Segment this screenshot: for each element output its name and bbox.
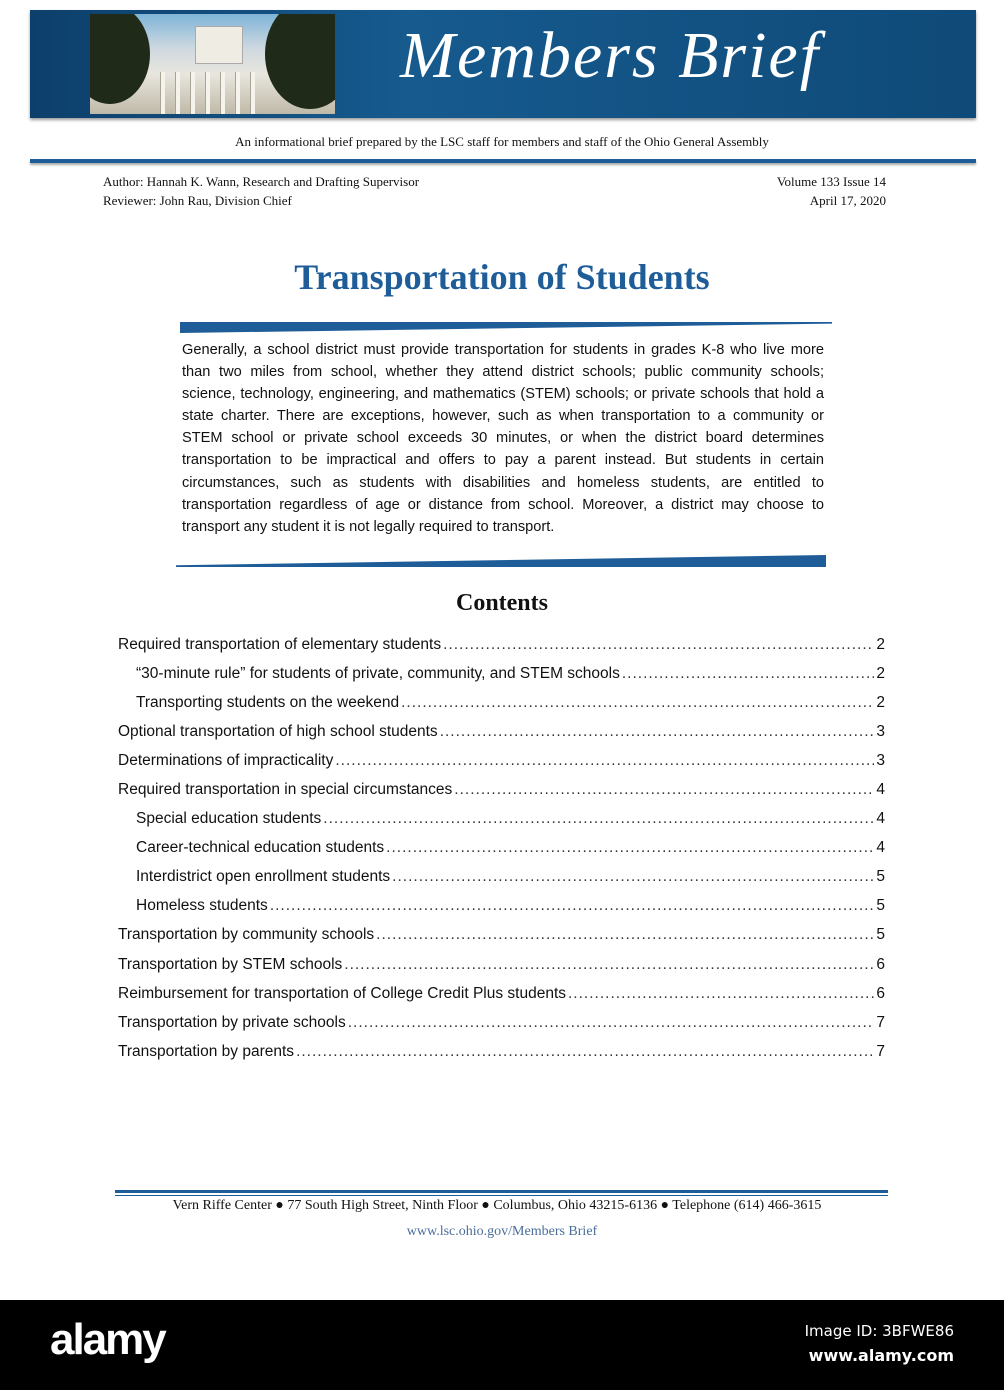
toc-entry[interactable] [118, 746, 885, 775]
toc-entry[interactable] [118, 717, 885, 746]
alamy-logo: alamy [50, 1315, 165, 1364]
author: Author: Hannah K. Wann, Research and Drafting Supervisor [103, 174, 420, 189]
toc-leader [568, 985, 874, 1003]
toc-entry[interactable] [118, 1008, 885, 1037]
toc-page: 5 [876, 897, 885, 915]
toc-entry[interactable] [118, 805, 885, 834]
masthead-title: Members Brief [400, 19, 821, 92]
reviewer: Reviewer: John Rau, Division Chief [103, 193, 292, 208]
statehouse-photo [90, 14, 335, 114]
toc-label: Required transportation of elementary students [118, 635, 442, 653]
toc-entry[interactable] [118, 688, 885, 717]
toc-label: Transportation by STEM schools [118, 955, 343, 973]
toc-entry[interactable] [118, 775, 885, 804]
toc-page: 2 [876, 693, 885, 711]
toc-entry[interactable] [118, 950, 885, 979]
toc-page: 7 [876, 1042, 885, 1060]
toc-page: 3 [876, 751, 885, 769]
toc-entry[interactable] [118, 659, 885, 688]
summary-top-bar [180, 322, 832, 333]
toc-label: Career-technical education students [136, 839, 385, 857]
footer-divider [115, 1190, 888, 1196]
issue-info [777, 172, 886, 210]
toc-leader [376, 926, 874, 944]
toc-page: 4 [876, 810, 885, 828]
toc-leader [392, 868, 874, 886]
toc-page: 6 [876, 984, 885, 1002]
toc-label: Special education students [136, 810, 322, 828]
toc-leader [335, 752, 874, 770]
toc-label: Interdistrict open enrollment students [136, 868, 391, 886]
toc-leader [454, 781, 874, 799]
toc-label: Transporting students on the weekend [136, 693, 400, 711]
tagline: An informational brief prepared by the LSC staff for members and staff of the Ohio General Assembly [235, 134, 769, 149]
toc-entry[interactable] [118, 921, 885, 950]
toc-page: 2 [876, 664, 885, 682]
contents-heading: Contents [455, 590, 548, 616]
toc-leader [440, 723, 875, 741]
toc-label: Reimbursement for transportation of College Credit Plus students [118, 984, 566, 1002]
toc-leader [344, 956, 874, 974]
toc-leader [348, 1014, 875, 1032]
toc-leader [401, 694, 874, 712]
toc-entry[interactable] [118, 1037, 885, 1066]
toc-entry[interactable] [118, 979, 885, 1008]
toc-page: 5 [876, 868, 885, 886]
toc-page: 3 [876, 722, 885, 740]
toc-page: 7 [876, 1013, 885, 1031]
masthead-banner [30, 10, 976, 118]
toc-entry[interactable] [118, 630, 885, 659]
footer-address: Vern Riffe Center ● 77 South High Street, Ninth Floor ● Columbus, Ohio 43215-6136 ● Telephone (614) 466-3615 [172, 1198, 822, 1213]
document-title: Transportation of Students [294, 257, 710, 297]
toc-entry[interactable] [118, 834, 885, 863]
image-id: Image ID: 3BFWE86 [804, 1322, 954, 1340]
toc-label: Transportation by community schools [118, 926, 375, 944]
toc-label: Optional transportation of high school students [118, 722, 438, 740]
footer-url[interactable]: www.lsc.ohio.gov/Members Brief [406, 1224, 598, 1239]
toc-page: 5 [876, 926, 885, 944]
toc-leader [323, 810, 874, 828]
summary-text: Generally, a school district must provide transportation for students in grades K-8 who live more than two miles from school, whether they attend district schools; public community schools; science, technology, engineering, and mathematics (STEM) schools; or private schools that hold a state charter. There are exceptions, however, such as when transportation to a community or STEM school or private school exceeds 30 minutes, or when the district board determines transportation to be impractical and offers to pay a parent instead. But students in certain circumstances, such as students with disabilities and homeless students, are entitled to transportation regardless of age or distance from school. Moreover, a district may choose to transport any student it is not legally required to transport. [182, 342, 824, 535]
toc-page: 4 [876, 781, 885, 799]
volume: Volume 133 Issue 14 [776, 174, 886, 189]
toc-leader [296, 1043, 874, 1061]
watermark-url: www.alamy.com [808, 1346, 954, 1365]
toc-page: 2 [876, 635, 885, 653]
toc-leader [622, 665, 875, 683]
toc-label: Required transportation in special circumstances [118, 781, 453, 799]
toc-leader [443, 636, 874, 654]
toc-label: Transportation by parents [118, 1042, 295, 1060]
date: April 17, 2020 [809, 193, 886, 208]
toc-entry[interactable] [118, 863, 885, 892]
toc-page: 4 [876, 839, 885, 857]
watermark-band [0, 1300, 1004, 1390]
toc-leader [270, 897, 875, 915]
toc-label: “30-minute rule” for students of private, community, and STEM schools [136, 664, 620, 682]
toc-label: Determinations of impracticality [118, 751, 334, 769]
toc-leader [386, 839, 874, 857]
table-of-contents [118, 630, 885, 1066]
toc-label: Homeless students [136, 897, 268, 915]
summary-bottom-bar [176, 555, 826, 567]
author-info [103, 172, 419, 210]
toc-label: Transportation by private schools [118, 1013, 346, 1031]
toc-page: 6 [876, 955, 885, 973]
header-divider [30, 159, 976, 163]
toc-entry[interactable] [118, 892, 885, 921]
